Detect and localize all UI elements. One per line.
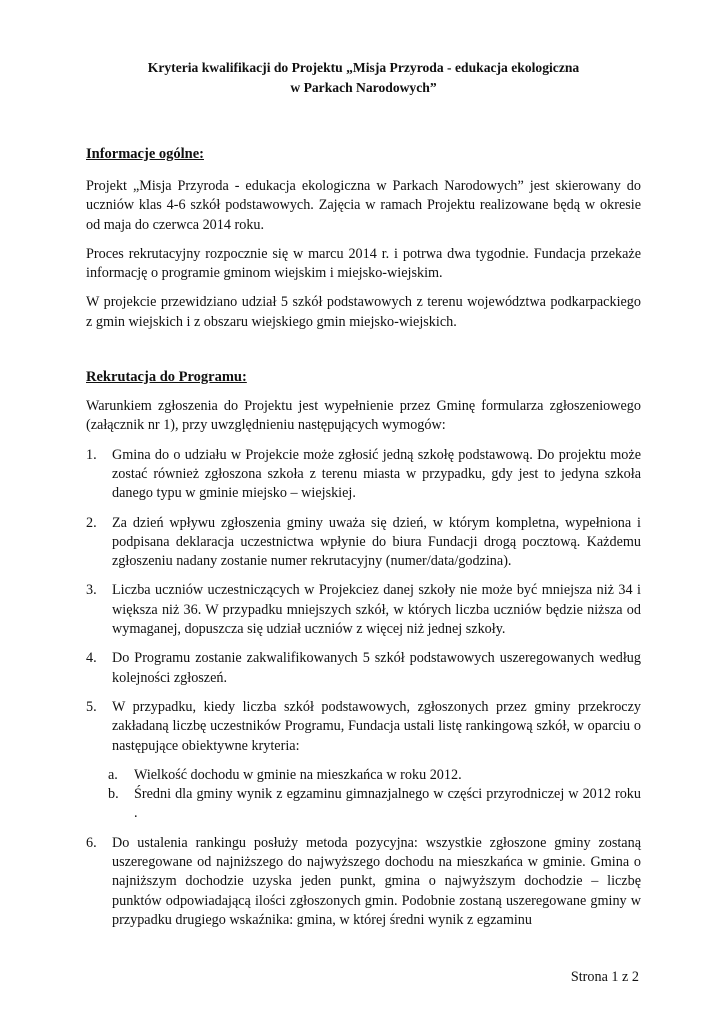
general-paragraph-2: Proces rekrutacyjny rozpocznie się w marcu 2014 r. i potrwa dwa tygodnie. Fundacja przekaże informację o programie gminom wiejskim i miejsko-wiejskim.	[86, 245, 641, 282]
sublist-item-letter: b.	[108, 786, 119, 803]
list-item-text: Za dzień wpływu zgłoszenia gminy uważa się dzień, w którym kompletna, wypełniona i podpisana deklaracja uczestnictwa wpłynie do biura Fundacji drogą pocztową. Każdemu zgłoszeniu nadany zostanie numer rekrutacyjny (numer/data/godzina).	[112, 514, 641, 570]
sublist-item-text: Wielkość dochodu w gminie na mieszkańca w roku 2012.	[134, 766, 462, 783]
document-page	[86, 58, 641, 930]
general-paragraph-3: W projekcie przewidziano udział 5 szkół podstawowych z terenu województwa podkarpackiego z gmin wiejskich i z obszaru wiejskiego gmin miejsko-wiejskich.	[86, 294, 641, 330]
list-item-number: 2.	[86, 514, 97, 531]
document-title	[86, 58, 641, 98]
list-item	[86, 581, 641, 639]
recruitment-intro: Warunkiem zgłoszenia do Projektu jest wypełnienie przez Gminę formularza zgłoszeniowego (załącznik nr 1), przy uwzględnieniu następujących wymogów:	[86, 398, 641, 434]
list-item-number: 6.	[86, 834, 97, 851]
sublist-item-text: Średni dla gminy wynik z egzaminu gimnazjalnego w części przyrodniczej w 2012 roku .	[134, 786, 641, 822]
criteria-sublist	[86, 766, 641, 824]
list-item	[86, 649, 641, 688]
sublist-item	[86, 785, 641, 824]
title-line-2: w Parkach Narodowych”	[290, 80, 437, 95]
general-info-heading: Informacje ogólne:	[86, 146, 204, 162]
sublist-item-letter: a.	[108, 766, 118, 783]
list-item	[86, 446, 641, 504]
sublist-item	[86, 766, 641, 785]
list-item-number: 4.	[86, 650, 97, 667]
list-item-number: 1.	[86, 446, 97, 463]
list-item-text: Do Programu zostanie zakwalifikowanych 5 szkół podstawowych uszeregowanych według kolejności zgłoszeń.	[112, 650, 641, 686]
list-item-text: Liczba uczniów uczestniczących w Projekciez danej szkoły nie może być mniejsza niż 34 i większa niż 36. W przypadku mniejszych szkół, w których liczba uczniów będzie niższa od wymaganej, dopuszcza się udział uczniów z więcej niż jednej szkoły.	[112, 582, 641, 638]
list-item	[86, 834, 641, 930]
list-item-text: W przypadku, kiedy liczba szkół podstawowych, zgłoszonych przez gminy przekroczy zakładaną liczbę uczestników Programu, Fundacja ustali listę rankingową szkół, w oparciu o następujące obiektywne kryteria:	[112, 698, 641, 754]
list-item	[86, 514, 641, 572]
requirements-list	[86, 446, 641, 931]
list-item-text: Gmina do o udziału w Projekcie może zgłosić jedną szkołę podstawową. Do projektu może zostać również zgłoszona szkoła z terenu miasta w przypadku, gdy jest to jedyna szkoła danego typu w gminie miejsko – wiejskiej.	[112, 446, 641, 502]
general-paragraph-1: Projekt „Misja Przyroda - edukacja ekologiczna w Parkach Narodowych” jest skierowany do uczniów klas 4-6 szkół podstawowych. Zajęcia w ramach Projektu realizowane będą w okresie od maja do czerwca 2014 roku.	[86, 178, 641, 233]
list-item-number: 5.	[86, 698, 97, 715]
list-item-number: 3.	[86, 582, 97, 599]
title-line-1: Kryteria kwalifikacji do Projektu „Misja Przyroda - edukacja ekologiczna	[147, 60, 580, 75]
list-item-text: Do ustalenia rankingu posłuży metoda pozycyjna: wszystkie zgłoszone gminy zostaną uszeregowane od najniższego do najwyższego dochodu na mieszkańca w gminie. Gmina o najniższym dochodzie uzyska jeden punkt, gmina o najwyższym dochodzie – liczbę punktów odpowiadającą ilości zgłoszonych gmin. Podobnie zostaną uszeregowane gminy w przypadku drugiego wskaźnika: gmina, w której średni wynik z egzaminu	[112, 834, 641, 928]
list-item	[86, 698, 641, 756]
page-number: Strona 1 z 2	[570, 969, 639, 985]
recruitment-heading: Rekrutacja do Programu:	[86, 369, 247, 386]
